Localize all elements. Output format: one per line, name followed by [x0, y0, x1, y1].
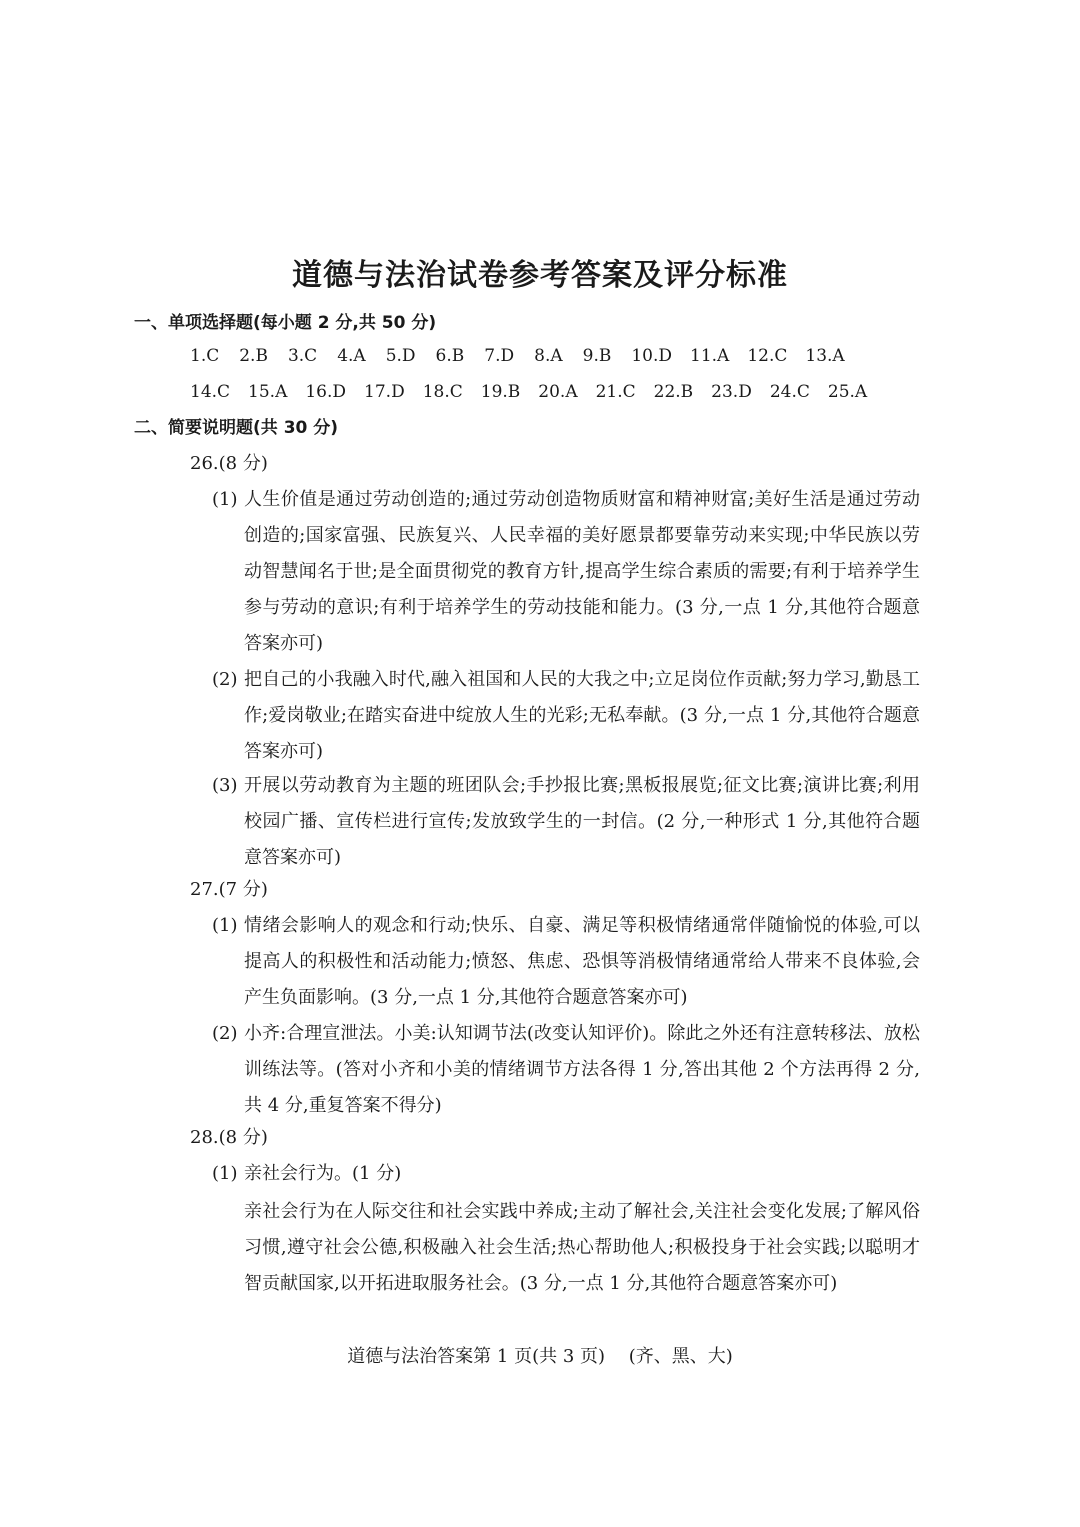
answer-item: 22.B [653, 382, 694, 402]
question-28-label: 28.(8 分) [190, 1127, 268, 1148]
q27-answer-1-text: 情绪会影响人的观念和行动;快乐、自豪、满足等积极情绪通常伴随愉悦的体验,可以提高人的积极性和活动能力;愤怒、焦虑、恐惧等消极情绪通常给人带来不良体验,会产生负面影响。(3 分,一点 1 分,其他符合题意答案亦可) [244, 915, 920, 1008]
answer-item: 21.C [595, 382, 636, 402]
answer-item: 18.C [422, 382, 463, 402]
q26-answer-3-text: 开展以劳动教育为主题的班团队会;手抄报比赛;黑板报展览;征文比赛;演讲比赛;利用校园广播、宣传栏进行宣传;发放致学生的一封信。(2 分,一种形式 1 分,其他符合题意答案亦可) [244, 775, 920, 868]
q26-answer-1 [212, 482, 920, 662]
q26-answer-3 [212, 768, 920, 876]
q28-answer-1-label: (1) [212, 1163, 238, 1184]
answer-item: 1.C [190, 346, 220, 366]
answer-item: 19.B [480, 382, 521, 402]
page-title: 道德与法治试卷参考答案及评分标准 [292, 258, 788, 293]
q27-answer-1 [212, 908, 920, 1016]
question-27-label: 27.(7 分) [190, 879, 268, 900]
q26-answer-2-label: (2) [212, 669, 238, 690]
answer-item: 3.C [287, 346, 318, 366]
answer-row-1 [190, 344, 863, 368]
answer-item: 7.D [484, 346, 515, 366]
q28-answer-1-explanation [244, 1194, 920, 1302]
section-2-heading: 二、简要说明题(共 30 分) [134, 418, 339, 438]
q28-answer-1-text: 亲社会行为。(1 分) [244, 1163, 402, 1184]
answer-item: 17.D [364, 382, 405, 402]
answer-item: 9.B [582, 346, 612, 366]
q26-answer-1-text: 人生价值是通过劳动创造的;通过劳动创造物质财富和精神财富;美好生活是通过劳动创造的;国家富强、民族复兴、人民幸福的美好愿景都要靠劳动来实现;中华民族以劳动智慧闻名于世;是全面贯彻党的教育方针,提高学生综合素质的需要;有利于培养学生参与劳动的意识;有利于培养学生的劳动技能和能力。(3 分,一点 1 分,其他符合题意答案亦可) [244, 489, 920, 654]
q27-answer-2 [212, 1016, 920, 1124]
answer-item: 25.A [827, 382, 868, 402]
answer-item: 20.A [538, 382, 578, 402]
page-footer: 道德与法治答案第 1 页(共 3 页) (齐、黑、大) [347, 1346, 733, 1367]
section-1-heading: 一、单项选择题(每小题 2 分,共 50 分) [134, 313, 437, 333]
question-26-label: 26.(8 分) [190, 453, 268, 474]
answer-item: 10.D [631, 346, 673, 366]
answer-item: 4.A [337, 346, 366, 366]
answer-item: 13.A [805, 346, 845, 366]
answer-item: 16.D [305, 382, 347, 402]
answer-item: 5.D [385, 346, 416, 366]
q26-answer-2 [212, 662, 920, 770]
answer-item: 2.B [239, 346, 268, 366]
q27-answer-2-text: 小齐:合理宣泄法。小美:认知调节法(改变认知评价)。除此之外还有注意转移法、放松训练法等。(答对小齐和小美的情绪调节方法各得 1 分,答出其他 2 个方法再得 2 分,共 4 分,重复答案不得分) [244, 1023, 920, 1116]
answer-item: 12.C [747, 346, 788, 366]
q28-answer-1-explanation-text: 亲社会行为在人际交往和社会实践中养成;主动了解社会,关注社会变化发展;了解风俗习惯,遵守社会公德,积极融入社会生活;热心帮助他人;积极投身于社会实践;以聪明才智贡献国家,以开拓进取服务社会。(3 分,一点 1 分,其他符合题意答案亦可) [244, 1201, 920, 1294]
q28-answer-1 [212, 1156, 920, 1192]
q27-answer-2-label: (2) [212, 1023, 238, 1044]
answer-item: 15.A [248, 382, 288, 402]
answer-item: 8.A [534, 346, 563, 366]
answer-row-2 [190, 380, 885, 404]
q27-answer-1-label: (1) [212, 915, 238, 936]
answer-item: 23.D [711, 382, 752, 402]
answer-item: 6.B [435, 346, 465, 366]
answer-item: 14.C [190, 382, 231, 402]
q26-answer-1-label: (1) [212, 489, 238, 510]
answer-item: 24.C [769, 382, 810, 402]
q26-answer-2-text: 把自己的小我融入时代,融入祖国和人民的大我之中;立足岗位作贡献;努力学习,勤恳工作;爱岗敬业;在踏实奋进中绽放人生的光彩;无私奉献。(3 分,一点 1 分,其他符合题意答案亦可) [244, 669, 920, 762]
q26-answer-3-label: (3) [212, 775, 238, 796]
answer-item: 11.A [690, 346, 730, 366]
